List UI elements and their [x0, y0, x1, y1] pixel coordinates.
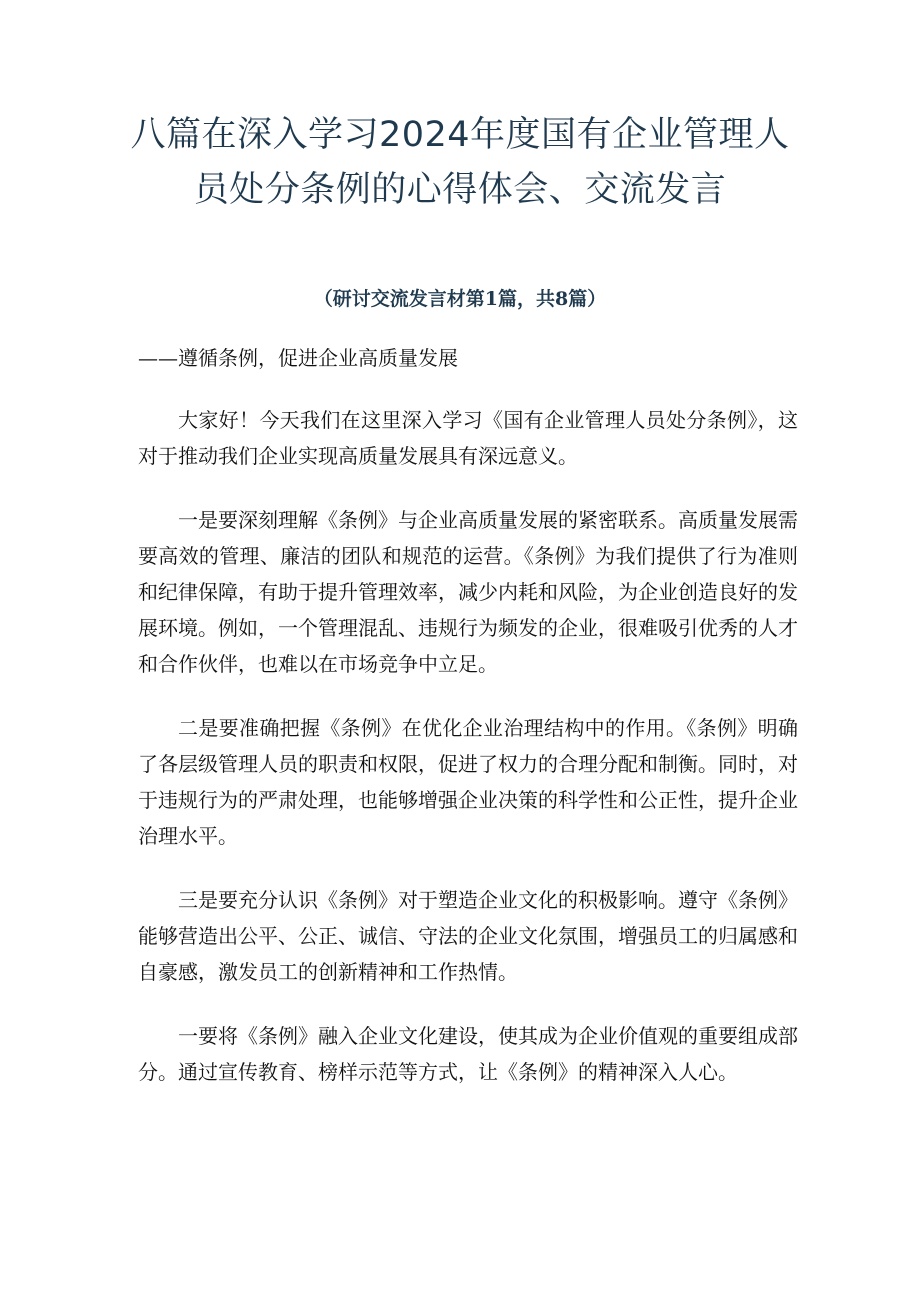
paragraph-sub-point-one: 一要将《条例》融入企业文化建设，使其成为企业价值观的重要组成部分。通过宣传教育、榜样示范等方式，让《条例》的精神深入人心。 [138, 1024, 798, 1084]
document-body [138, 340, 798, 1118]
document-title [60, 108, 860, 218]
title-line-1: 八篇在深入学习2024年度国有企业管理人 [130, 115, 790, 155]
paragraph-greeting: 大家好！今天我们在这里深入学习《国有企业管理人员处分条例》，这对于推动我们企业实现高质量发展具有深远意义。 [138, 408, 798, 468]
paragraph-point-two: 二是要准确把握《条例》在优化企业治理结构中的作用。《条例》明确了各层级管理人员的职责和权限，促进了权力的合理分配和制衡。同时，对于违规行为的严肃处理，也能够增强企业决策的科学性和公正性，提升企业治理水平。 [138, 716, 798, 848]
title-line-2: 员处分条例的心得体会、交流发言 [193, 170, 727, 210]
paragraph-point-three: 三是要充分认识《条例》对于塑造企业文化的积极影响。遵守《条例》能够营造出公平、公正、诚信、守法的企业文化氛围，增强员工的归属感和自豪感，激发员工的创新精神和工作热情。 [138, 888, 798, 984]
document-subtitle: （研讨交流发言材第1篇，共8篇） [313, 288, 607, 310]
lead-line: ——遵循条例，促进企业高质量发展 [138, 346, 458, 370]
paragraph-point-one: 一是要深刻理解《条例》与企业高质量发展的紧密联系。高质量发展需要高效的管理、廉洁的团队和规范的运营。《条例》为我们提供了行为准则和纪律保障，有助于提升管理效率，减少内耗和风险，为企业创造良好的发展环境。例如，一个管理混乱、违规行为频发的企业，很难吸引优秀的人才和合作伙伴，也难以在市场竞争中立足。 [138, 508, 798, 676]
